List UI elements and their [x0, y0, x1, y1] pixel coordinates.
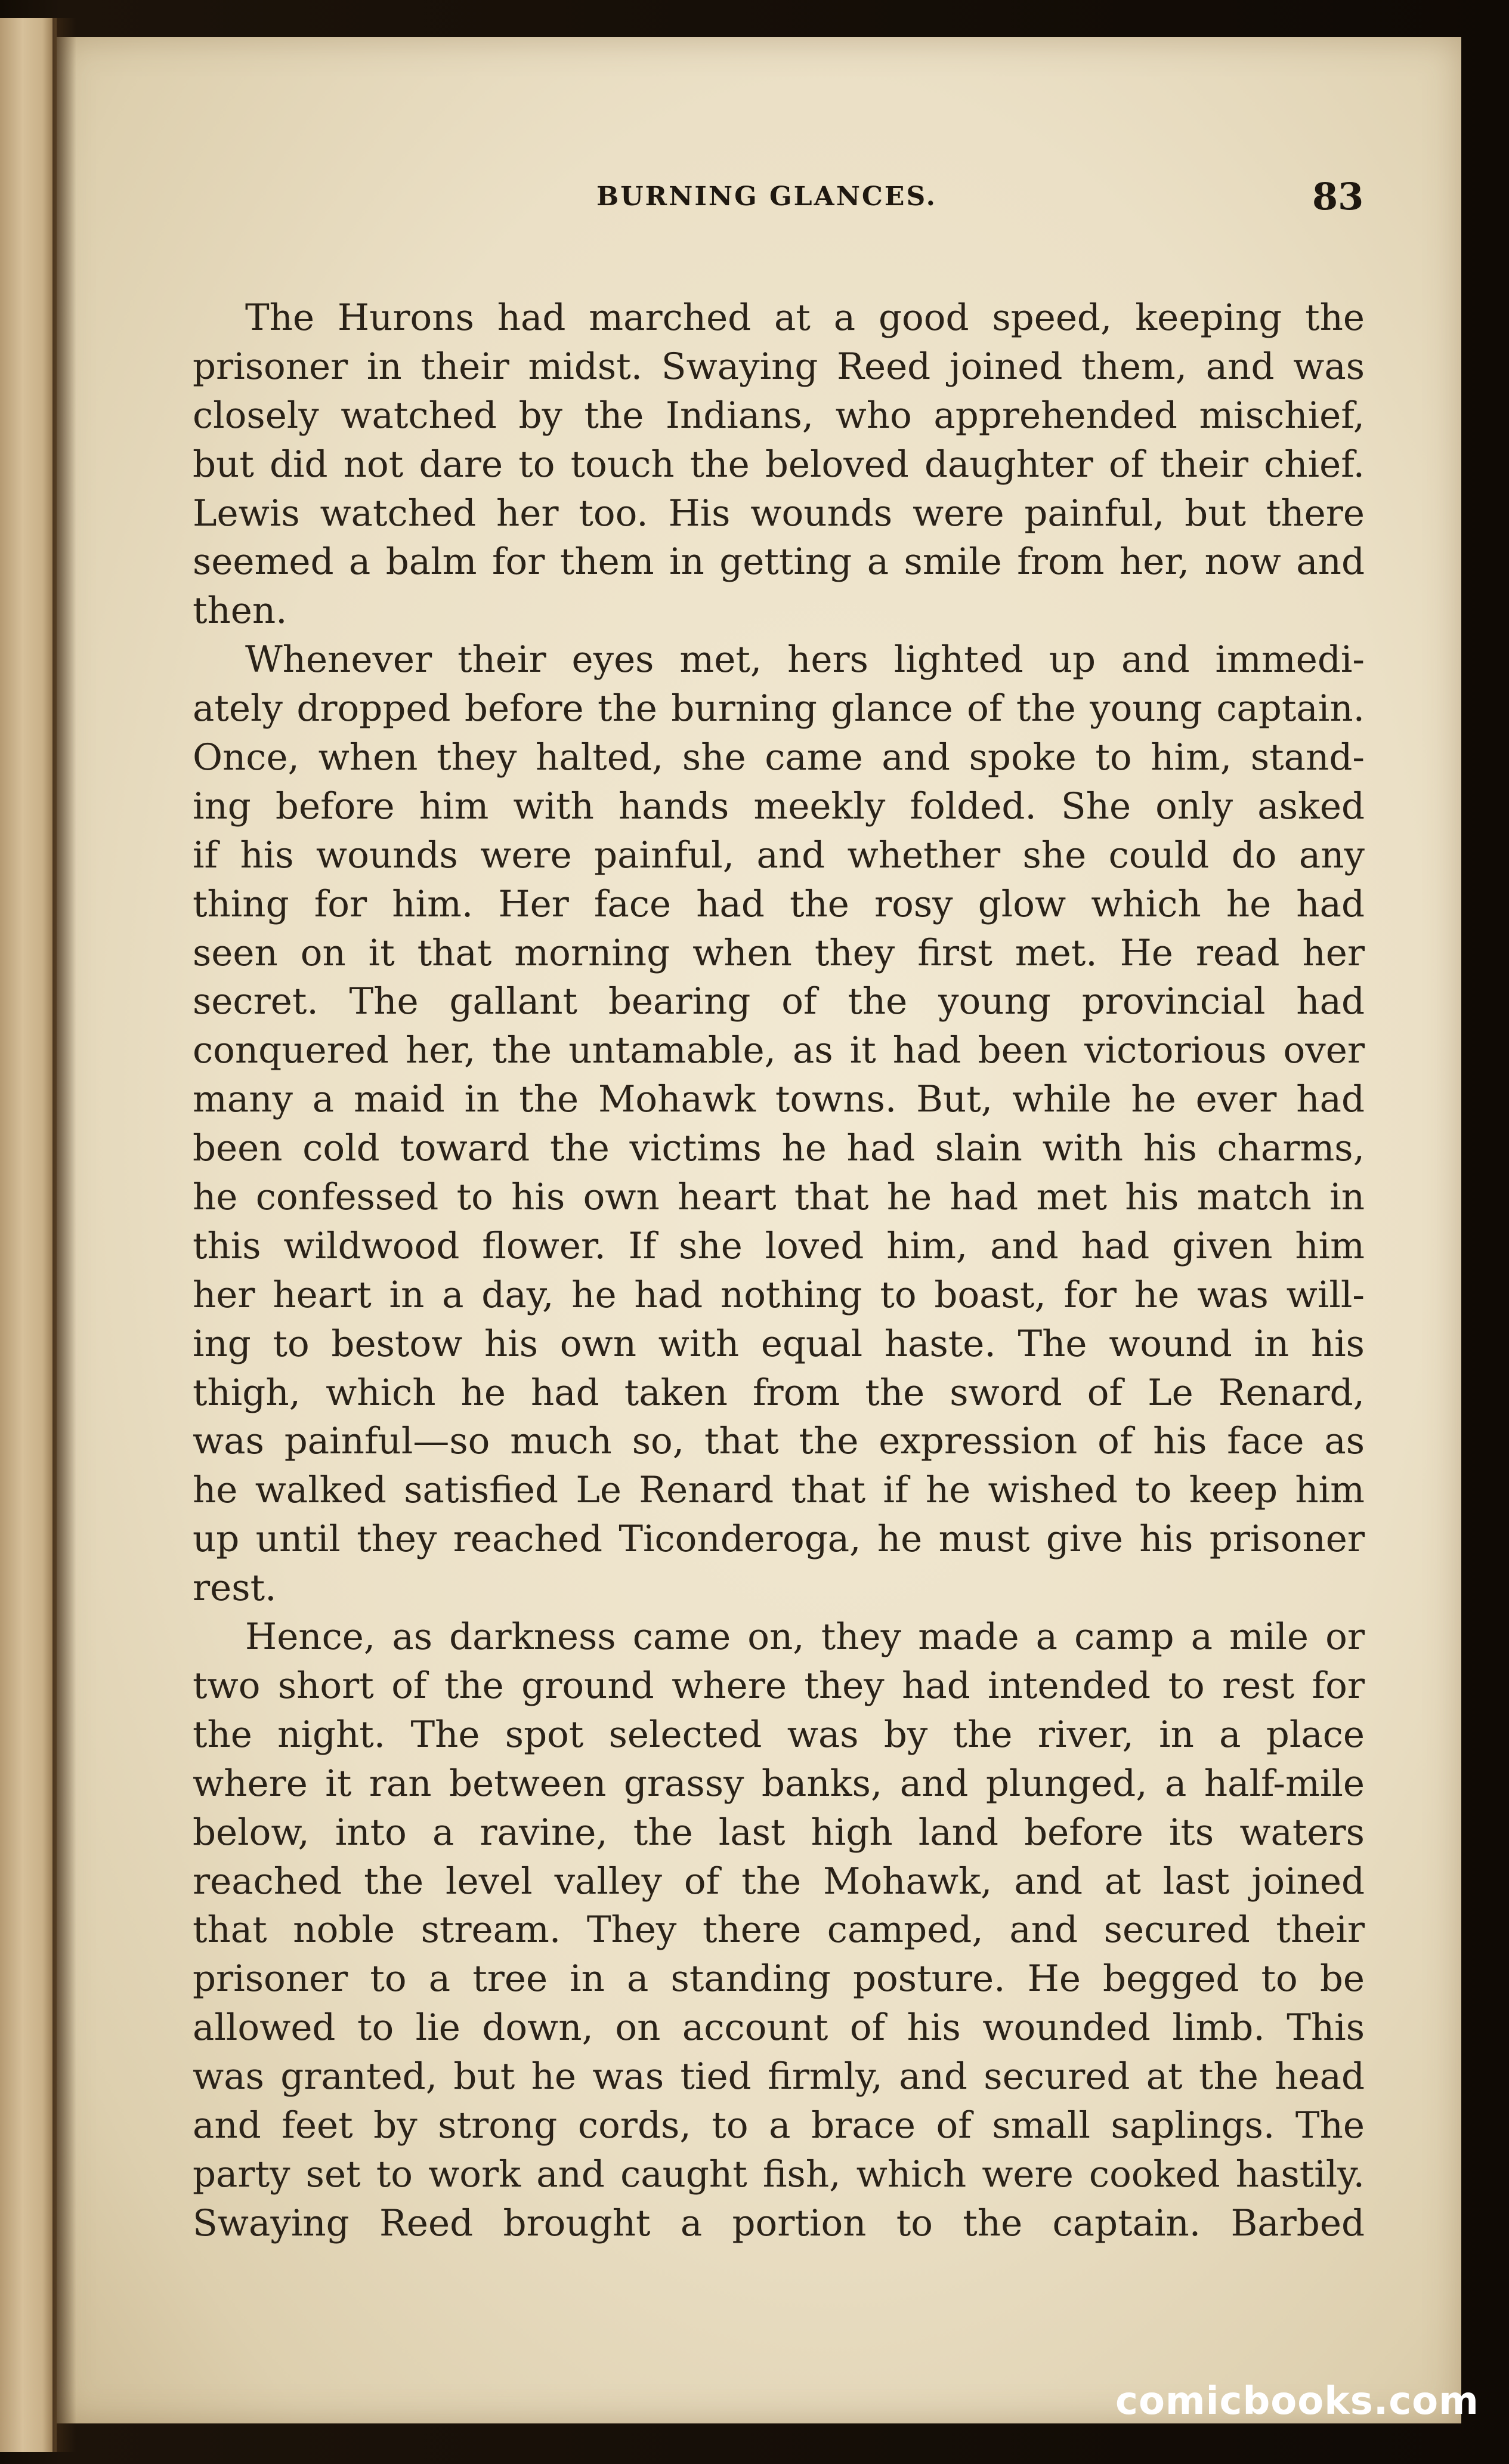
text-line: then. [193, 589, 287, 632]
text-line: ately dropped before the burning glance of the young captain. [193, 687, 1365, 730]
text-line: prisoner in their midst. Swaying Reed joined them, and was [193, 345, 1365, 388]
text-line: the night. The spot selected was by the river, in a place [193, 1713, 1365, 1756]
page-number: 83 [1312, 175, 1364, 218]
text-line: and feet by strong cords, to a brace of small saplings. The [193, 2104, 1365, 2147]
book-page [57, 37, 1461, 2423]
text-line: seen on it that morning when they first met. He read her [193, 931, 1365, 974]
text-line: her heart in a day, he had nothing to boast, for he was will- [193, 1273, 1365, 1316]
text-line: Whenever their eyes met, hers lighted up and immedi- [245, 638, 1365, 681]
text-line: rest. [193, 1567, 277, 1610]
text-line: was granted, but he was tied firmly, and secured at the head [193, 2055, 1365, 2098]
text-line: Lewis watched her too. His wounds were painful, but there [193, 492, 1365, 535]
text-line: conquered her, the untamable, as it had been victorious over [193, 1029, 1365, 1072]
text-line: many a maid in the Mohawk towns. But, while he ever had [193, 1078, 1365, 1121]
text-line: reached the level valley of the Mohawk, and at last joined [193, 1860, 1365, 1903]
watermark: comicbooks.com [1115, 2379, 1479, 2423]
text-line: closely watched by the Indians, who apprehended mischief, [193, 394, 1365, 437]
text-line: seemed a balm for them in getting a smile from her, now and [193, 541, 1365, 583]
gutter-shadow [52, 18, 76, 2452]
text-line: he confessed to his own heart that he had met his match in [193, 1176, 1365, 1219]
text-line: if his wounds were painful, and whether she could do any [193, 833, 1365, 876]
text-line: secret. The gallant bearing of the young provincial had [193, 980, 1365, 1023]
text-line: where it ran between grassy banks, and plunged, a half-mile [193, 1762, 1365, 1805]
running-title: BURNING GLANCES. [596, 181, 937, 212]
text-line: Hence, as darkness came on, they made a camp a mile or [245, 1616, 1365, 1659]
text-line: The Hurons had marched at a good speed, keeping the [245, 297, 1365, 339]
previous-page-edge [0, 18, 57, 2452]
text-line: this wildwood flower. If she loved him, and had given him [193, 1224, 1365, 1267]
text-line: he walked satisfied Le Renard that if he wished to keep him [193, 1469, 1365, 1512]
text-line: ing before him with hands meekly folded. She only asked [193, 785, 1365, 827]
text-line: been cold toward the victims he had slain with his charms, [193, 1127, 1365, 1170]
body-text [193, 294, 1365, 2248]
text-line: below, into a ravine, the last high land before its waters [193, 1811, 1365, 1854]
text-line: party set to work and caught fish, which were cooked hastily. [193, 2153, 1365, 2196]
text-line: thing for him. Her face had the rosy glow which he had [193, 882, 1365, 925]
running-head [57, 173, 1461, 221]
text-line: two short of the ground where they had intended to rest for [193, 1664, 1365, 1707]
text-line: ing to bestow his own with equal haste. The wound in his [193, 1322, 1365, 1365]
text-line: Swaying Reed brought a portion to the captain. Barbed [193, 2201, 1365, 2244]
text-line: allowed to lie down, on account of his wounded limb. This [193, 2006, 1365, 2049]
text-line: Once, when they halted, she came and spoke to him, stand- [193, 736, 1365, 779]
text-line: up until they reached Ticonderoga, he must give his prisoner [193, 1518, 1365, 1561]
text-line: that noble stream. They there camped, and secured their [193, 1909, 1365, 1952]
text-line: was painful—so much so, that the expression of his face as [193, 1420, 1365, 1463]
text-line: prisoner to a tree in a standing posture. He begged to be [193, 1957, 1365, 2000]
text-line: thigh, which he had taken from the sword of Le Renard, [193, 1371, 1365, 1414]
text-line: but did not dare to touch the beloved daughter of their chief. [193, 443, 1365, 486]
